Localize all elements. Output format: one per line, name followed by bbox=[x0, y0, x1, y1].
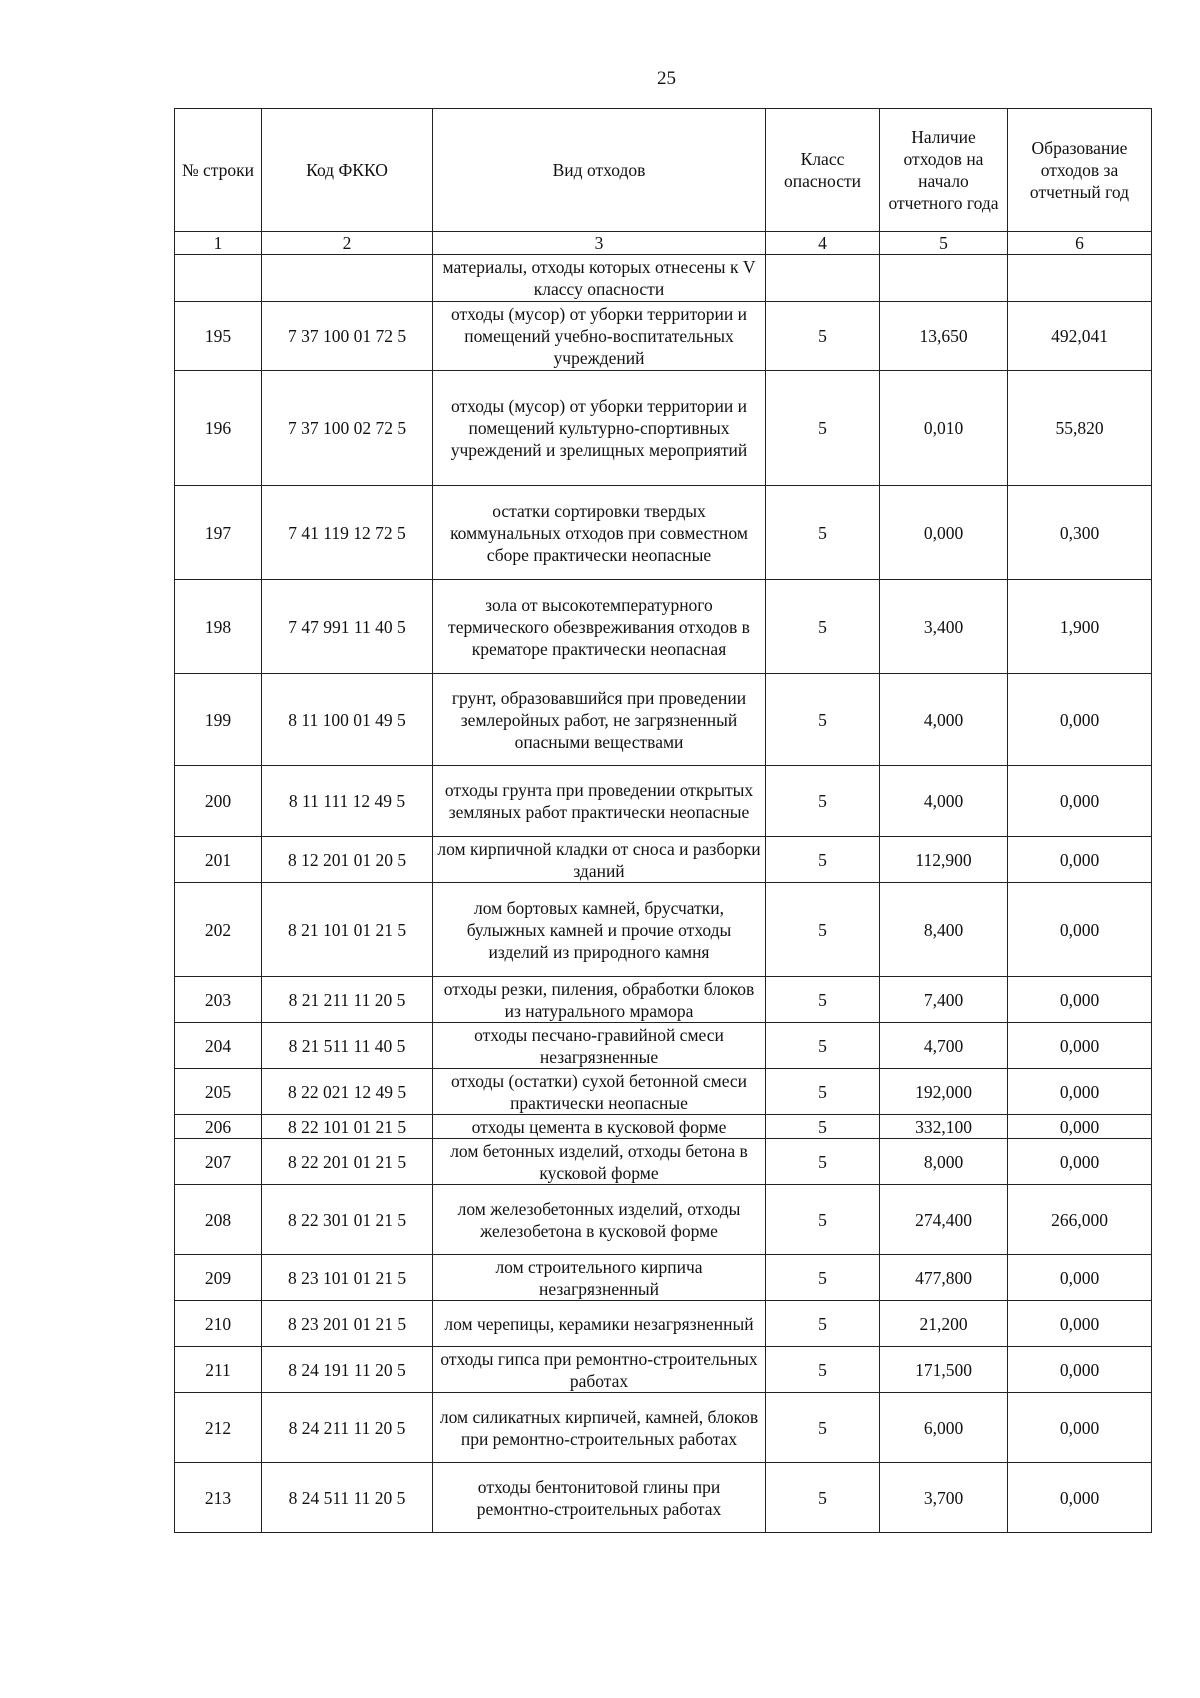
table-row bbox=[175, 1139, 1152, 1185]
table-row bbox=[175, 486, 1152, 580]
waste-table bbox=[174, 108, 1152, 1533]
hazard-class-cell: 5 bbox=[766, 1115, 880, 1139]
hazard-class-cell: 5 bbox=[766, 1347, 880, 1393]
row-number-cell: 200 bbox=[175, 766, 262, 837]
row-number-cell: 208 bbox=[175, 1185, 262, 1255]
waste-kind-cell: отходы грунта при проведении открытых земляных работ практически неопасные bbox=[433, 766, 766, 837]
row-number-cell: 206 bbox=[175, 1115, 262, 1139]
start-balance-cell: 4,000 bbox=[880, 674, 1008, 766]
row-number-cell: 207 bbox=[175, 1139, 262, 1185]
row-number-cell: 199 bbox=[175, 674, 262, 766]
generated-cell: 266,000 bbox=[1008, 1185, 1152, 1255]
start-balance-cell: 13,650 bbox=[880, 302, 1008, 371]
start-balance-cell: 21,200 bbox=[880, 1301, 1008, 1347]
row-number-cell: 198 bbox=[175, 580, 262, 674]
generated-cell: 0,000 bbox=[1008, 1023, 1152, 1069]
generated-cell: 1,900 bbox=[1008, 580, 1152, 674]
hazard-class-cell: 5 bbox=[766, 1139, 880, 1185]
header-row-number: № строки bbox=[175, 109, 262, 232]
waste-kind-cell: лом строительного кирпича незагрязненный bbox=[433, 1255, 766, 1301]
generated-cell: 0,000 bbox=[1008, 1347, 1152, 1393]
start-balance-cell: 274,400 bbox=[880, 1185, 1008, 1255]
table-row bbox=[175, 1301, 1152, 1347]
hazard-class-cell: 5 bbox=[766, 1023, 880, 1069]
waste-kind-cell: отходы (остатки) сухой бетонной смеси практически неопасные bbox=[433, 1069, 766, 1115]
fkko-code-cell: 8 21 101 01 21 5 bbox=[262, 883, 433, 977]
column-number-row bbox=[175, 232, 1152, 255]
table-row bbox=[175, 371, 1152, 486]
row-number-cell: 202 bbox=[175, 883, 262, 977]
start-balance-cell: 4,700 bbox=[880, 1023, 1008, 1069]
fkko-code-cell: 8 23 201 01 21 5 bbox=[262, 1301, 433, 1347]
generated-cell: 0,000 bbox=[1008, 1393, 1152, 1463]
column-number: 1 bbox=[175, 232, 262, 255]
hazard-class-cell: 5 bbox=[766, 1463, 880, 1533]
waste-kind-cell: отходы бентонитовой глины при ремонтно-строительных работах bbox=[433, 1463, 766, 1533]
generated-cell: 55,820 bbox=[1008, 371, 1152, 486]
hazard-class-cell: 5 bbox=[766, 674, 880, 766]
start-balance-cell: 171,500 bbox=[880, 1347, 1008, 1393]
hazard-class-cell bbox=[766, 255, 880, 302]
generated-cell: 0,000 bbox=[1008, 883, 1152, 977]
column-number: 6 bbox=[1008, 232, 1152, 255]
start-balance-cell: 3,700 bbox=[880, 1463, 1008, 1533]
hazard-class-cell: 5 bbox=[766, 371, 880, 486]
fkko-code-cell: 8 22 101 01 21 5 bbox=[262, 1115, 433, 1139]
start-balance-cell: 192,000 bbox=[880, 1069, 1008, 1115]
generated-cell: 0,000 bbox=[1008, 1463, 1152, 1533]
waste-kind-cell: отходы (мусор) от уборки территории и помещений культурно-спортивных учреждений и зрелищных мероприятий bbox=[433, 371, 766, 486]
generated-cell: 0,000 bbox=[1008, 1115, 1152, 1139]
hazard-class-cell: 5 bbox=[766, 1393, 880, 1463]
fkko-code-cell: 7 47 991 11 40 5 bbox=[262, 580, 433, 674]
generated-cell bbox=[1008, 255, 1152, 302]
fkko-code-cell: 8 24 211 11 20 5 bbox=[262, 1393, 433, 1463]
start-balance-cell: 6,000 bbox=[880, 1393, 1008, 1463]
generated-cell: 0,000 bbox=[1008, 1255, 1152, 1301]
generated-cell: 0,300 bbox=[1008, 486, 1152, 580]
start-balance-cell bbox=[880, 255, 1008, 302]
row-number-cell: 203 bbox=[175, 977, 262, 1023]
waste-kind-cell: отходы песчано-гравийной смеси незагрязненные bbox=[433, 1023, 766, 1069]
fkko-code-cell: 8 11 111 12 49 5 bbox=[262, 766, 433, 837]
row-number-cell: 209 bbox=[175, 1255, 262, 1301]
fkko-code-cell: 8 11 100 01 49 5 bbox=[262, 674, 433, 766]
fkko-code-cell: 8 24 191 11 20 5 bbox=[262, 1347, 433, 1393]
waste-kind-cell: отходы цемента в кусковой форме bbox=[433, 1115, 766, 1139]
fkko-code-cell: 8 21 511 11 40 5 bbox=[262, 1023, 433, 1069]
start-balance-cell: 332,100 bbox=[880, 1115, 1008, 1139]
generated-cell: 0,000 bbox=[1008, 1139, 1152, 1185]
waste-kind-cell: зола от высокотемпературного термического обезвреживания отходов в крематоре практически неопасная bbox=[433, 580, 766, 674]
start-balance-cell: 0,010 bbox=[880, 371, 1008, 486]
table-row bbox=[175, 883, 1152, 977]
waste-kind-cell: лом железобетонных изделий, отходы железобетона в кусковой форме bbox=[433, 1185, 766, 1255]
hazard-class-cell: 5 bbox=[766, 580, 880, 674]
start-balance-cell: 8,400 bbox=[880, 883, 1008, 977]
fkko-code-cell: 8 24 511 11 20 5 bbox=[262, 1463, 433, 1533]
hazard-class-cell: 5 bbox=[766, 977, 880, 1023]
hazard-class-cell: 5 bbox=[766, 1185, 880, 1255]
waste-kind-cell: материалы, отходы которых отнесены к V классу опасности bbox=[433, 255, 766, 302]
waste-kind-cell: лом силикатных кирпичей, камней, блоков при ремонтно-строительных работах bbox=[433, 1393, 766, 1463]
hazard-class-cell: 5 bbox=[766, 837, 880, 883]
waste-kind-cell: лом бортовых камней, брусчатки, булыжных камней и прочие отходы изделий из природного камня bbox=[433, 883, 766, 977]
start-balance-cell: 7,400 bbox=[880, 977, 1008, 1023]
fkko-code-cell: 8 22 021 12 49 5 bbox=[262, 1069, 433, 1115]
start-balance-cell: 112,900 bbox=[880, 837, 1008, 883]
column-number: 4 bbox=[766, 232, 880, 255]
waste-kind-cell: грунт, образовавшийся при проведении землеройных работ, не загрязненный опасными веществами bbox=[433, 674, 766, 766]
waste-kind-cell: лом кирпичной кладки от сноса и разборки зданий bbox=[433, 837, 766, 883]
row-number-cell: 211 bbox=[175, 1347, 262, 1393]
row-number-cell: 205 bbox=[175, 1069, 262, 1115]
fkko-code-cell: 7 37 100 02 72 5 bbox=[262, 371, 433, 486]
start-balance-cell: 4,000 bbox=[880, 766, 1008, 837]
hazard-class-cell: 5 bbox=[766, 766, 880, 837]
start-balance-cell: 3,400 bbox=[880, 580, 1008, 674]
header-waste-kind: Вид отходов bbox=[433, 109, 766, 232]
start-balance-cell: 477,800 bbox=[880, 1255, 1008, 1301]
row-number-cell: 213 bbox=[175, 1463, 262, 1533]
table-header-row bbox=[175, 109, 1152, 232]
hazard-class-cell: 5 bbox=[766, 1301, 880, 1347]
column-number: 2 bbox=[262, 232, 433, 255]
fkko-code-cell: 8 23 101 01 21 5 bbox=[262, 1255, 433, 1301]
table-row bbox=[175, 1255, 1152, 1301]
waste-kind-cell: отходы (мусор) от уборки территории и помещений учебно-воспитательных учреждений bbox=[433, 302, 766, 371]
fkko-code-cell: 7 37 100 01 72 5 bbox=[262, 302, 433, 371]
row-number-cell bbox=[175, 255, 262, 302]
header-fkko-code: Код ФККО bbox=[262, 109, 433, 232]
column-number: 5 bbox=[880, 232, 1008, 255]
start-balance-cell: 0,000 bbox=[880, 486, 1008, 580]
hazard-class-cell: 5 bbox=[766, 1069, 880, 1115]
hazard-class-cell: 5 bbox=[766, 1255, 880, 1301]
page-number: 25 bbox=[657, 68, 676, 89]
fkko-code-cell: 8 21 211 11 20 5 bbox=[262, 977, 433, 1023]
waste-kind-cell: остатки сортировки твердых коммунальных отходов при совместном сборе практически неопасные bbox=[433, 486, 766, 580]
generated-cell: 0,000 bbox=[1008, 837, 1152, 883]
table-row bbox=[175, 580, 1152, 674]
row-number-cell: 201 bbox=[175, 837, 262, 883]
start-balance-cell: 8,000 bbox=[880, 1139, 1008, 1185]
table-row bbox=[175, 1115, 1152, 1139]
header-generated: Образование отходов за отчетный год bbox=[1008, 109, 1152, 232]
generated-cell: 0,000 bbox=[1008, 1301, 1152, 1347]
generated-cell: 0,000 bbox=[1008, 766, 1152, 837]
column-number: 3 bbox=[433, 232, 766, 255]
hazard-class-cell: 5 bbox=[766, 486, 880, 580]
waste-kind-cell: лом бетонных изделий, отходы бетона в кусковой форме bbox=[433, 1139, 766, 1185]
row-number-cell: 195 bbox=[175, 302, 262, 371]
waste-kind-cell: отходы резки, пиления, обработки блоков из натурального мрамора bbox=[433, 977, 766, 1023]
generated-cell: 0,000 bbox=[1008, 977, 1152, 1023]
waste-kind-cell: лом черепицы, керамики незагрязненный bbox=[433, 1301, 766, 1347]
generated-cell: 0,000 bbox=[1008, 674, 1152, 766]
table-row bbox=[175, 1185, 1152, 1255]
waste-kind-cell: отходы гипса при ремонтно-строительных работах bbox=[433, 1347, 766, 1393]
table-row bbox=[175, 766, 1152, 837]
row-number-cell: 204 bbox=[175, 1023, 262, 1069]
table-row bbox=[175, 674, 1152, 766]
row-number-cell: 212 bbox=[175, 1393, 262, 1463]
fkko-code-cell: 8 22 201 01 21 5 bbox=[262, 1139, 433, 1185]
row-number-cell: 197 bbox=[175, 486, 262, 580]
fkko-code-cell: 8 22 301 01 21 5 bbox=[262, 1185, 433, 1255]
table-row bbox=[175, 1463, 1152, 1533]
table-row bbox=[175, 255, 1152, 302]
table-row bbox=[175, 977, 1152, 1023]
row-number-cell: 196 bbox=[175, 371, 262, 486]
table-row bbox=[175, 1023, 1152, 1069]
row-number-cell: 210 bbox=[175, 1301, 262, 1347]
table-row bbox=[175, 837, 1152, 883]
fkko-code-cell bbox=[262, 255, 433, 302]
generated-cell: 492,041 bbox=[1008, 302, 1152, 371]
header-start-balance: Наличие отходов на начало отчетного года bbox=[880, 109, 1008, 232]
table-body bbox=[175, 255, 1152, 1533]
hazard-class-cell: 5 bbox=[766, 883, 880, 977]
header-hazard-class: Класс опасности bbox=[766, 109, 880, 232]
table-row bbox=[175, 1347, 1152, 1393]
generated-cell: 0,000 bbox=[1008, 1069, 1152, 1115]
fkko-code-cell: 7 41 119 12 72 5 bbox=[262, 486, 433, 580]
table-row bbox=[175, 1393, 1152, 1463]
hazard-class-cell: 5 bbox=[766, 302, 880, 371]
fkko-code-cell: 8 12 201 01 20 5 bbox=[262, 837, 433, 883]
table-row bbox=[175, 1069, 1152, 1115]
table-row bbox=[175, 302, 1152, 371]
